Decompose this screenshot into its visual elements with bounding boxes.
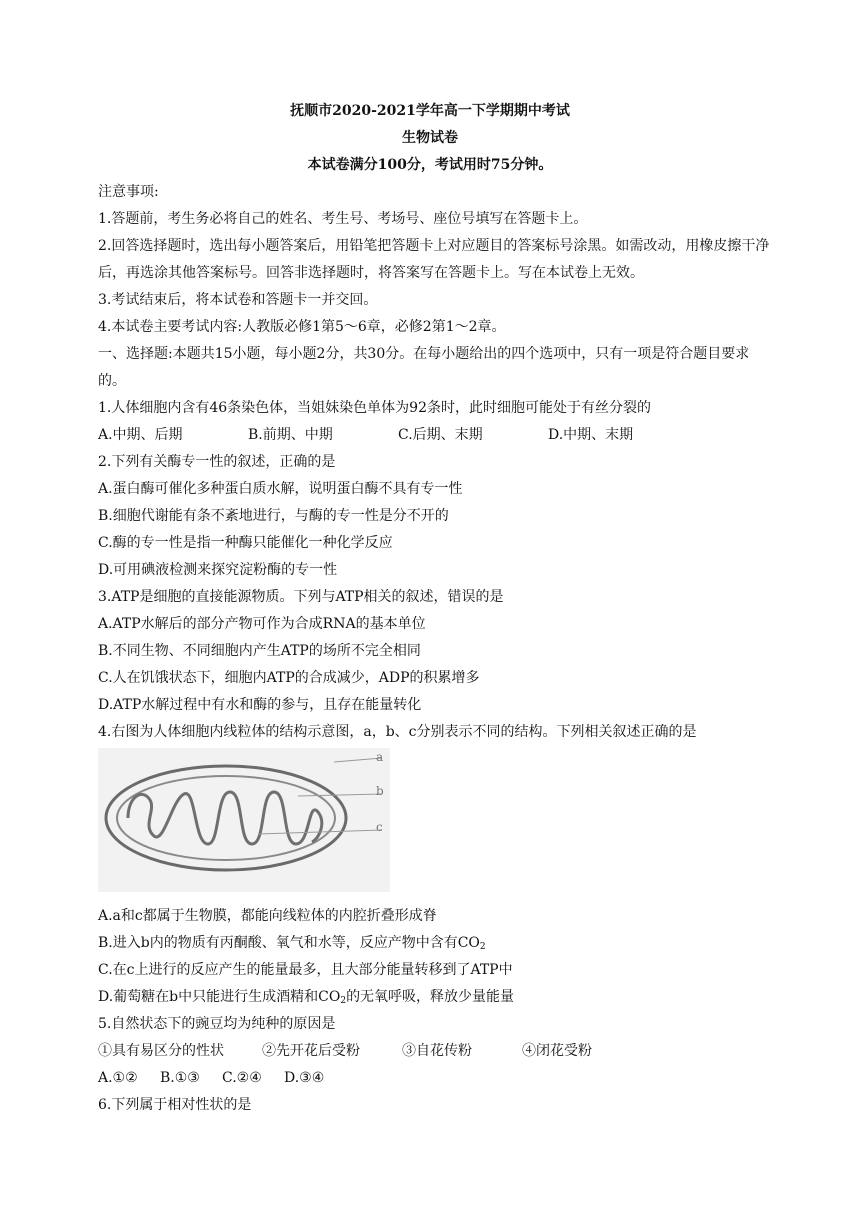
- exam-info: 本试卷满分100分，考试用时75分钟。: [307, 157, 553, 173]
- q5-item-4: ④闭花受粉: [522, 1043, 592, 1059]
- figure-label-a: a: [376, 750, 384, 764]
- mitochondrion-diagram: [98, 748, 390, 892]
- q1-option-a: A.中期、后期: [98, 427, 183, 443]
- notice-heading: 注意事项:: [98, 184, 159, 200]
- q3-option-d: D.ATP水解过程中有水和酶的参与，且存在能量转化: [98, 697, 422, 713]
- notice-item-2-cont: 后，再选涂其他答案标号。回答非选择题时，将答案写在答题卡上。写在本试卷上无效。: [98, 265, 644, 281]
- q4-option-d-text: D.葡萄糖在b中只能进行生成酒精和CO: [98, 989, 341, 1005]
- cristae: [128, 792, 322, 844]
- q5-item-1: ①具有易区分的性状: [98, 1043, 224, 1059]
- mitochondrion-figure: [98, 748, 390, 892]
- notice-item-2: 2.回答选择题时，选出每小题答案后，用铅笔把答题卡上对应题目的答案标号涂黑。如需改动，用橡皮擦干净: [98, 238, 770, 254]
- leader-line-a: [334, 758, 382, 762]
- q5-stem: 5.自然状态下的豌豆均为纯种的原因是: [98, 1016, 336, 1032]
- q4-option-b-text: B.进入b内的物质有丙酮酸、氧气和水等，反应产物中含有CO: [98, 935, 480, 951]
- notice-item-1: 1.答题前，考生务必将自己的姓名、考生号、考场号、座位号填写在答题卡上。: [98, 211, 588, 227]
- q3-stem: 3.ATP是细胞的直接能源物质。下列与ATP相关的叙述，错误的是: [98, 589, 504, 605]
- q4-option-d-subscript: 2: [340, 996, 347, 1006]
- q4-option-d-text-end: 的无氧呼吸，释放少量能量: [346, 989, 515, 1005]
- q4-option-b-subscript: 2: [479, 942, 486, 952]
- q3-option-a: A.ATP水解后的部分产物可作为合成RNA的基本单位: [98, 616, 426, 632]
- q2-option-c: C.酶的专一性是指一种酶只能催化一种化学反应: [98, 535, 393, 551]
- q4-option-d: [98, 988, 514, 1010]
- q2-option-b: B.细胞代谢能有条不紊地进行，与酶的专一性是分不开的: [98, 508, 449, 524]
- section1-heading: 一、选择题:本题共15小题，每小题2分，共30分。在每小题给出的四个选项中，只有一项是符合题目要求: [98, 346, 750, 362]
- q6-stem: 6.下列属于相对性状的是: [98, 1097, 252, 1113]
- exam-title: 抚顺市2020-2021学年高一下学期期中考试: [290, 103, 570, 119]
- leader-line-b: [298, 794, 382, 796]
- q3-option-c: C.人在饥饿状态下，细胞内ATP的合成减少，ADP的积累增多: [98, 670, 480, 686]
- q4-option-a: A.a和c都属于生物膜，都能向线粒体的内腔折叠形成脊: [98, 908, 437, 924]
- notice-item-4: 4.本试卷主要考试内容:人教版必修1第5～6章，必修2第1～2章。: [98, 319, 506, 335]
- q3-option-b: B.不同生物、不同细胞内产生ATP的场所不完全相同: [98, 643, 421, 659]
- q2-option-a: A.蛋白酶可催化多种蛋白质水解，说明蛋白酶不具有专一性: [98, 481, 463, 497]
- q5-item-2: ②先开花后受粉: [262, 1043, 360, 1059]
- exam-subject: 生物试卷: [402, 130, 458, 146]
- q5-option-c: C.②④: [222, 1070, 262, 1086]
- q2-stem: 2.下列有关酶专一性的叙述，正确的是: [98, 454, 336, 470]
- q1-option-c: C.后期、末期: [398, 427, 483, 443]
- q1-option-d: D.中期、末期: [548, 427, 634, 443]
- q4-stem: 4.右图为人体细胞内线粒体的结构示意图，a，b、c分别表示不同的结构。下列相关叙述正确的是: [98, 724, 697, 740]
- q4-option-b: [98, 934, 486, 956]
- q1-option-b: B.前期、中期: [248, 427, 333, 443]
- q4-option-c: C.在c上进行的反应产生的能量最多，且大部分能量转移到了ATP中: [98, 962, 513, 978]
- notice-item-3: 3.考试结束后，将本试卷和答题卡一并交回。: [98, 292, 378, 308]
- figure-label-b: b: [376, 784, 384, 798]
- q5-option-b: B.①③: [160, 1070, 200, 1086]
- section1-heading-cont: 的。: [98, 373, 126, 389]
- q5-item-3: ③自花传粉: [402, 1043, 472, 1059]
- q5-option-d: D.③④: [284, 1070, 325, 1086]
- figure-label-c: c: [376, 820, 383, 834]
- q1-stem: 1.人体细胞内含有46条染色体，当姐妹染色单体为92条时，此时细胞可能处于有丝分裂的: [98, 400, 651, 416]
- q2-option-d: D.可用碘液检测来探究淀粉酶的专一性: [98, 562, 338, 578]
- q5-option-a: A.①②: [98, 1070, 138, 1086]
